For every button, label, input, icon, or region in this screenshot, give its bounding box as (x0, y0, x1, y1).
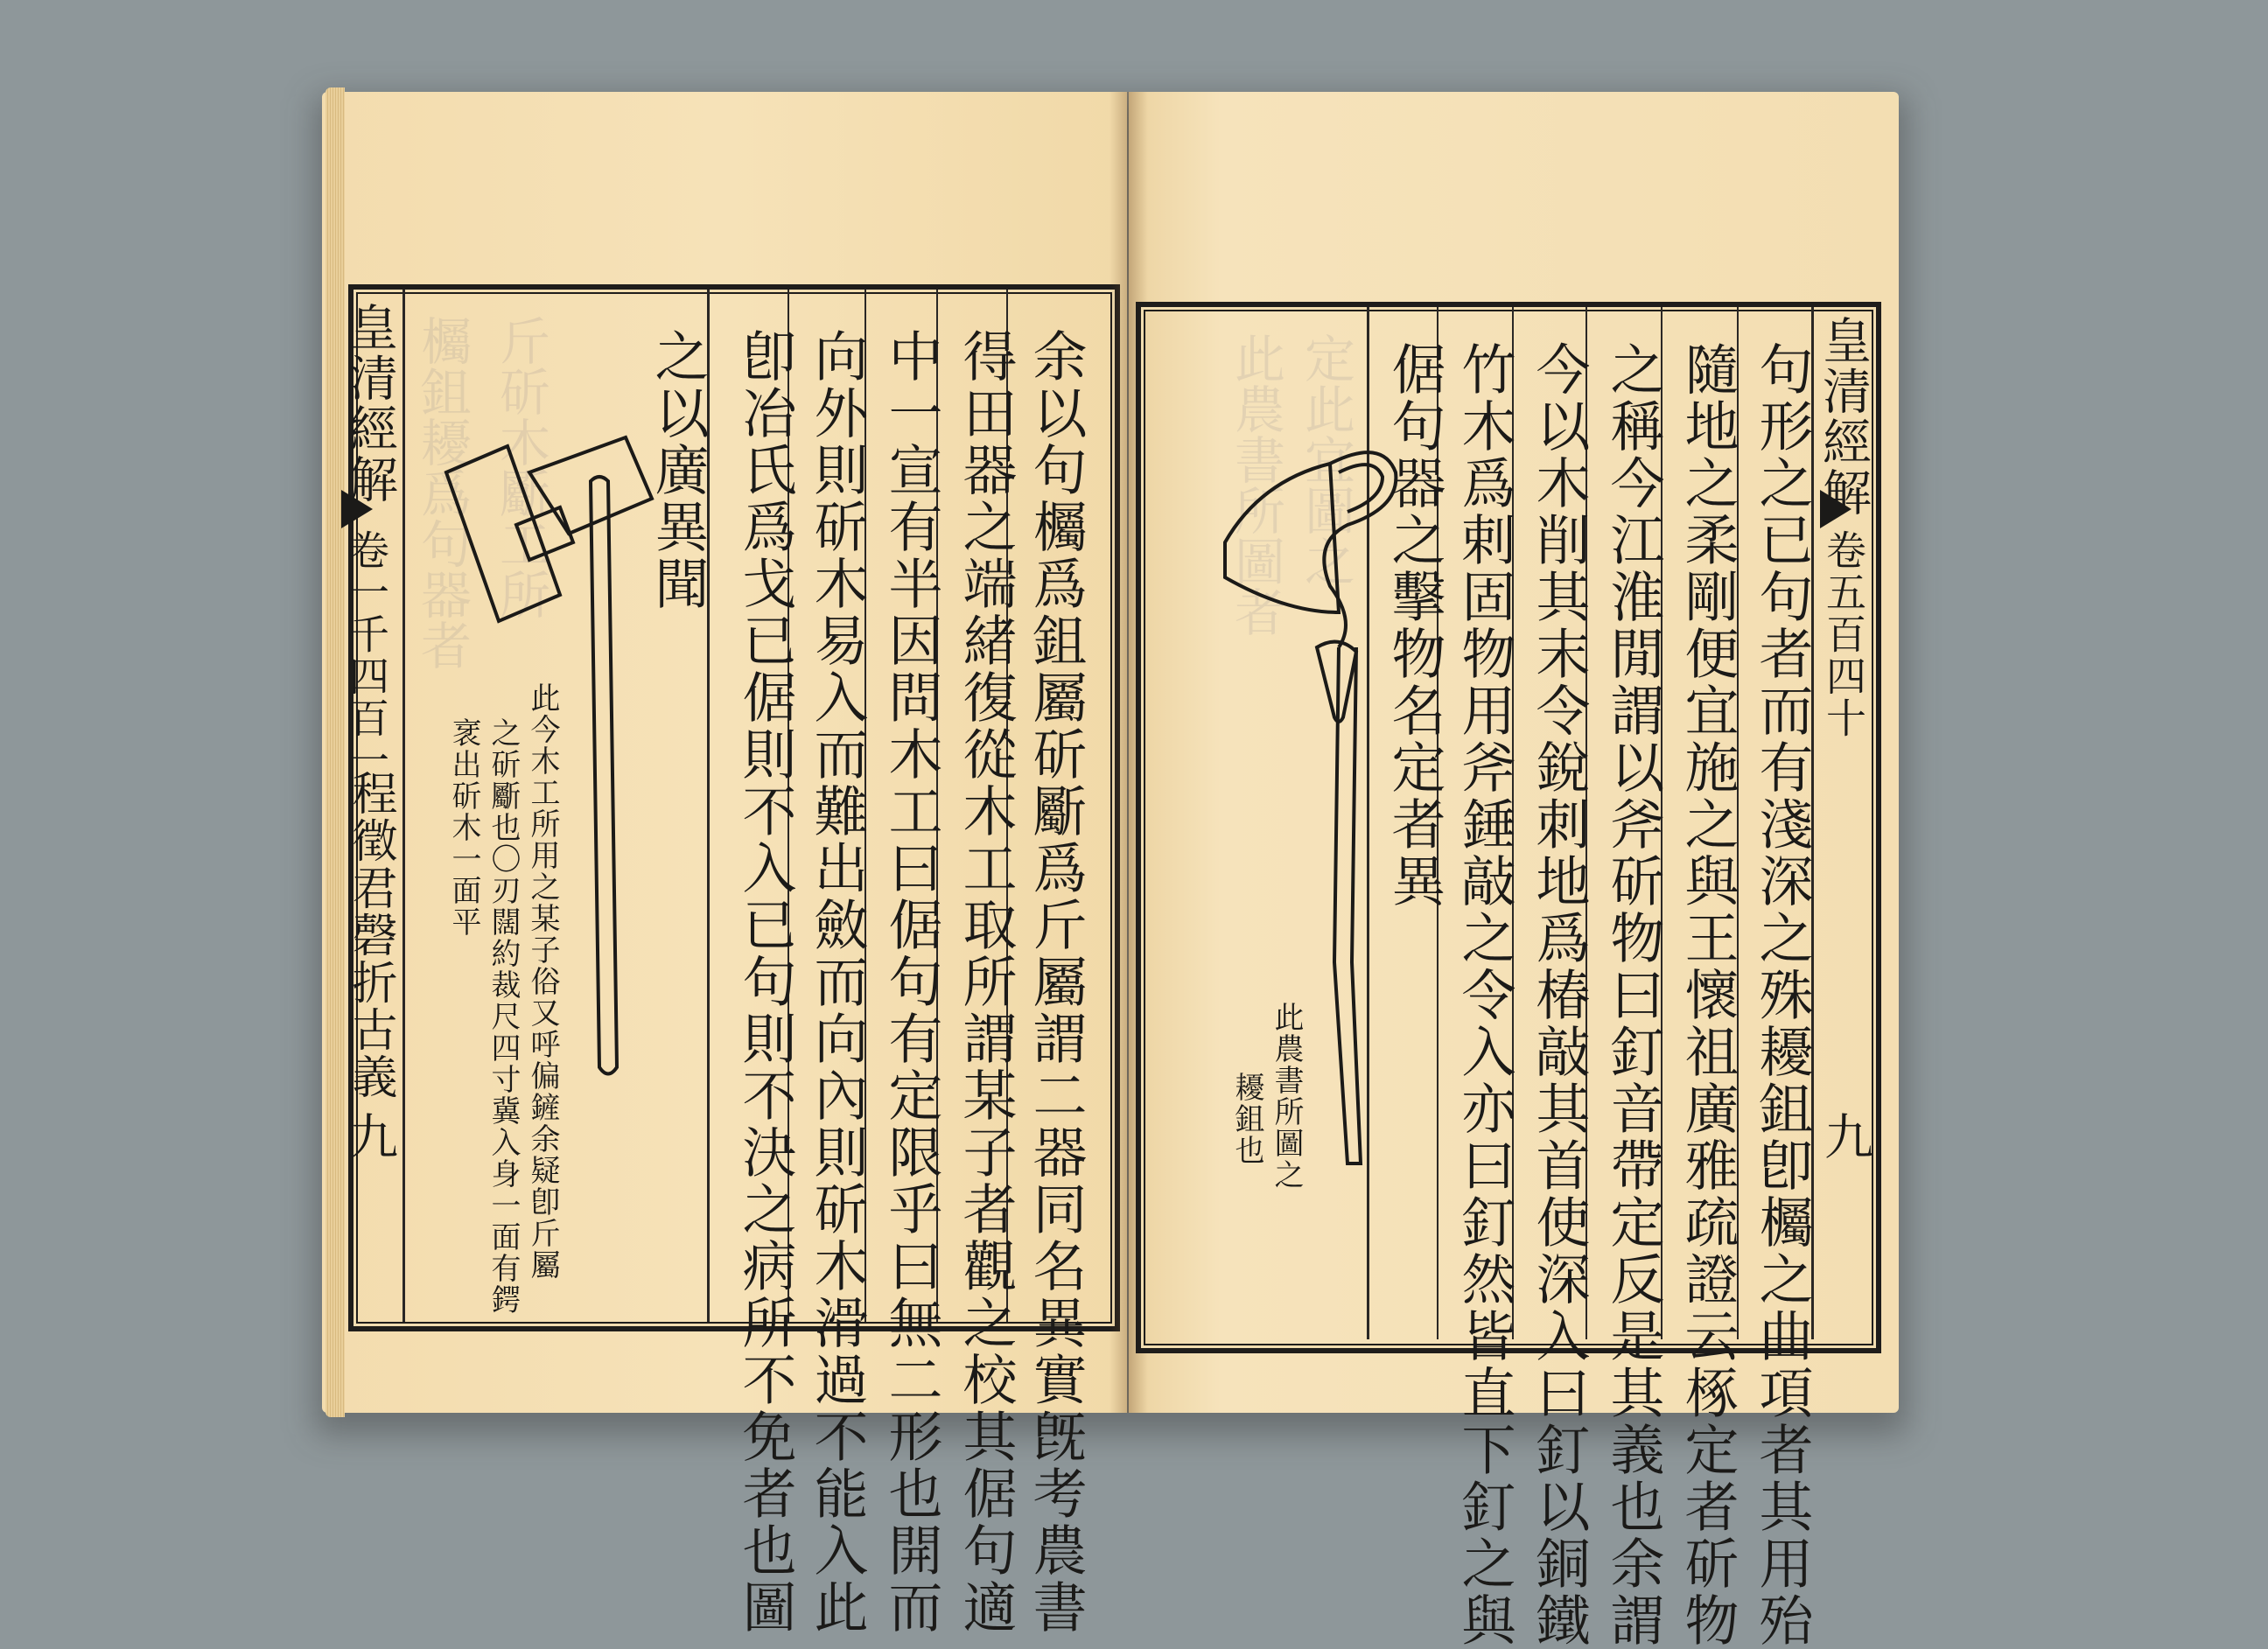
right-margin-title: 皇清經解 (1815, 315, 1872, 518)
right-margin-volume: 卷五百四十 (1820, 529, 1867, 739)
left-caption-column-2: 之斫斸也〇刃闊約裁尺四寸冀入身一面有鍔 (486, 717, 521, 1316)
left-margin-page-number: 九 (341, 1111, 398, 1162)
right-caption-column-1: 此農書所圖之 (1269, 1002, 1304, 1191)
left-margin-author: 程徵君磬折古義 (344, 770, 396, 1100)
right-text-column-2: 隨地之柔剛便宜施之與王懷祖廣雅疏證云椓定者斫物 (1676, 341, 1740, 1649)
right-margin-page-number: 九 (1816, 1111, 1873, 1162)
right-text-column-6: 倨句器之擊物名定者異 (1382, 341, 1446, 910)
right-caption-column-2: 耰鉏也 (1229, 1072, 1264, 1166)
left-text-column-5: 卽冶氏爲戈已倨則不入已句則不決之病所不免者也圖 (733, 328, 797, 1636)
fishtail-mark (1820, 490, 1852, 528)
right-text-column-4: 今以木削其末令銳刺地爲椿敲其首使深入曰釘以銅鐵 (1527, 341, 1591, 1649)
right-text-column-5: 竹木爲剌固物用斧錘敲之令入亦曰釘然皆直下釘之與 (1452, 341, 1516, 1649)
bleed-through-text: 欘鉏耰爲句器者 (412, 315, 472, 670)
left-text-column-4: 向外則斫木易入而難出斂而向內則斫木滑過不能入此 (805, 328, 869, 1636)
bleed-through-text: 斤斫木斸工所 (491, 315, 550, 619)
bleed-through-text: 定此宜圖之 (1296, 332, 1355, 586)
column-rule (402, 290, 405, 1322)
left-caption-column-1: 此今木工所用之某子俗又呼偏鏟余疑卽斤屬 (525, 682, 560, 1281)
bleed-through-text: 此農書所圖者 (1226, 332, 1285, 637)
left-text-column-6: 之以廣異聞 (646, 328, 710, 612)
page-edges (326, 87, 345, 1417)
fishtail-mark (341, 490, 373, 528)
right-text-column-3: 之稱今江淮閒謂以斧斫物曰釘音帶定反是其義也余謂 (1601, 341, 1665, 1649)
left-margin-volume: 卷一千四百一 (343, 529, 390, 781)
left-caption-column-3: 衺出斫木一面平 (446, 717, 481, 938)
left-text-column-2: 得田器之端緒復從木工取所謂某子者觀之校其倨句適 (954, 328, 1018, 1636)
left-margin-title: 皇清經解 (341, 302, 398, 505)
right-text-column-1: 句形之已句者而有淺深之殊耰鉏卽欘之曲項者其用殆 (1750, 341, 1814, 1649)
left-text-column-1: 余以句欘爲鉏屬斫斸爲斤屬謂二器同名異實旣考農書 (1024, 328, 1088, 1636)
left-text-column-3: 中一宣有半因問木工曰倨句有定限乎曰無二形也開而 (879, 328, 943, 1636)
